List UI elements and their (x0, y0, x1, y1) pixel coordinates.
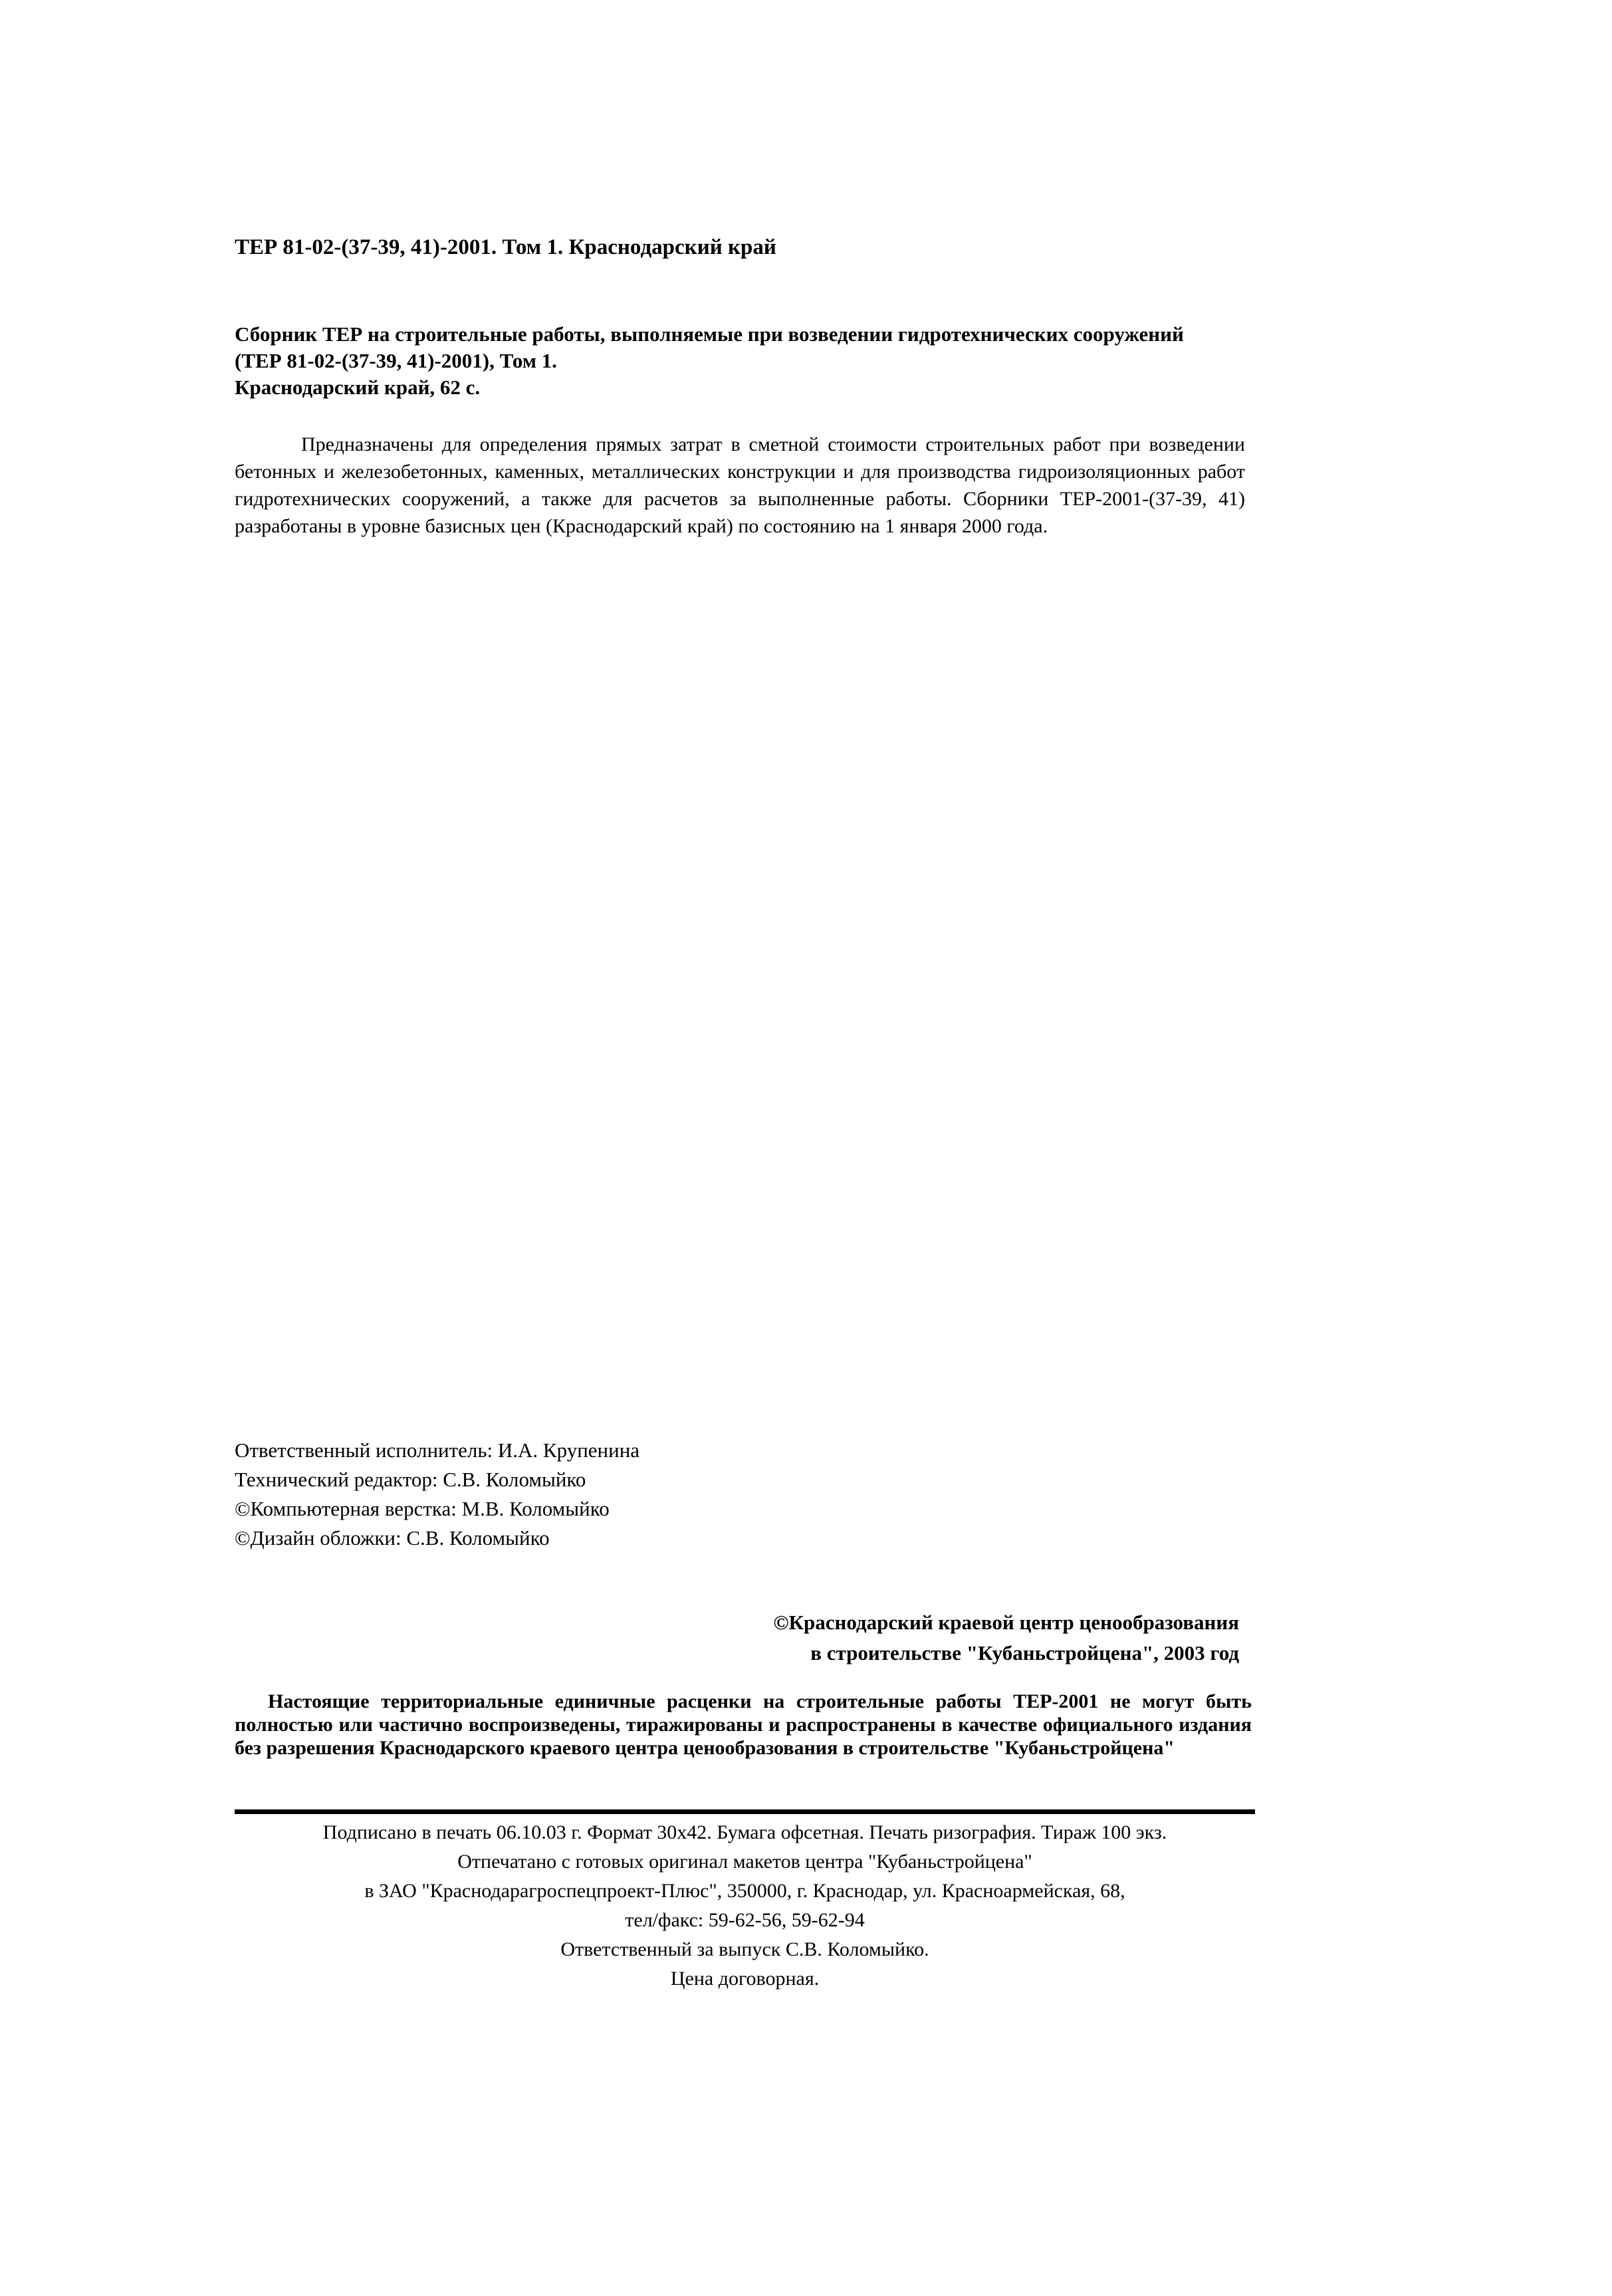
abstract-title-line: Сборник ТЕР на строительные работы, выполняемые при возведении гидротехнических сооружений (235, 322, 1184, 346)
imprint-block (235, 1818, 1255, 1994)
credit-executor: Ответственный исполнитель: И.А. Крупенина (235, 1438, 640, 1462)
credit-tech-editor: Технический редактор: С.В. Коломыйко (235, 1468, 586, 1491)
copyright-block (698, 1607, 1239, 1668)
imprint-print-info: Подписано в печать 06.10.03 г. Формат 30х42. Бумага офсетная. Печать ризография. Тираж 100 экз. (322, 1821, 1167, 1843)
imprint-responsible: Ответственный за выпуск С.В. Коломыйко. (560, 1938, 929, 1960)
imprint-printed-from: Отпечатано с готовых оригинал макетов центра "Кубаньстройцена" (457, 1851, 1032, 1873)
reproduction-notice: Настоящие территориальные единичные расценки на строительные работы ТЕР-2001 не могут быть полностью или частично воспроизведены, тиражированы и распространены в качестве официального издания без разрешения Краснодарского краевого центра ценообразования в строительстве "Кубаньстройцена" (235, 1690, 1252, 1759)
imprint-phone: тел/факс: 59-62-56, 59-62-94 (625, 1909, 865, 1931)
imprint-price: Цена договорная. (670, 1968, 820, 1990)
copyright-line-1: ©Краснодарский краевой центр ценообразования (773, 1611, 1239, 1634)
copyright-line-2: в строительстве "Кубаньстройцена", 2003 год (810, 1641, 1239, 1665)
imprint-printer-address: в ЗАО "Краснодарагроспецпроект-Плюс", 350000, г. Краснодар, ул. Красноармейская, 68, (364, 1880, 1125, 1902)
credit-layout: ©Компьютерная верстка: М.В. Коломыйко (235, 1497, 610, 1520)
divider-rule (235, 1809, 1255, 1814)
abstract-pages-line: Краснодарский край, 62 с. (235, 376, 481, 399)
abstract-volume-line: (ТЕР 81-02-(37-39, 41)-2001), Том 1. (235, 349, 557, 372)
collection-abstract (235, 321, 1245, 401)
credits-block (235, 1436, 833, 1553)
credit-cover-design: ©Дизайн обложки: С.В. Коломыйко (235, 1526, 550, 1550)
description-paragraph: Предназначены для определения прямых затрат в сметной стоимости строительных работ при возведении бетонных и железобетонных, каменных, металлических конструкции и для производства гидроизоляционных работ гидротехнических сооружений, а также для расчетов за выполненные работы. Сборники ТЕР-2001-(37-39, 41) разработаны в уровне базисных цен (Краснодарский край) по состоянию на 1 января 2000 года. (235, 433, 1245, 537)
document-header: ТЕР 81-02-(37-39, 41)-2001. Том 1. Краснодарский край (235, 235, 776, 259)
